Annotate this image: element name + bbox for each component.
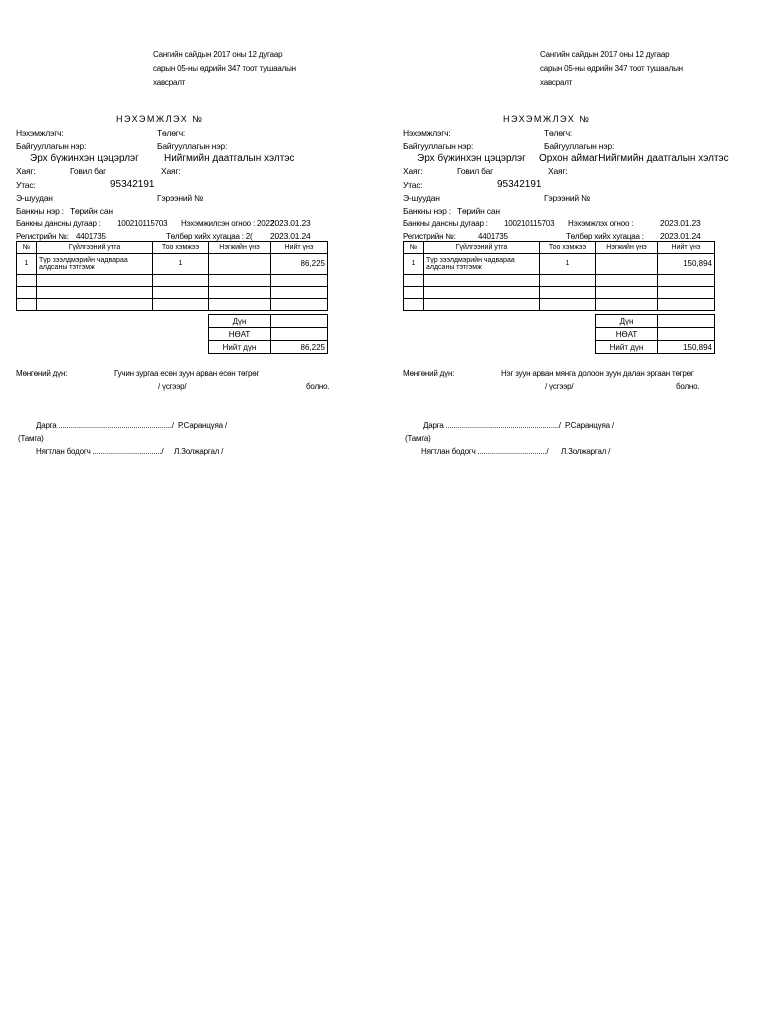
account-value: 100210115703 (117, 219, 168, 228)
payer-org-label: Байгууллагын нэр: (544, 141, 615, 151)
accountant-signature-line: Нягтлан бодогч ................................../ (36, 447, 164, 456)
vat-value (658, 328, 715, 341)
vat-row (596, 328, 715, 341)
items-table (403, 241, 715, 311)
sum-value (271, 315, 328, 328)
biller-org-label: Байгууллагын нэр: (403, 141, 474, 151)
phone-value: 95342191 (497, 179, 542, 190)
in-words-note: / үсгээр/ (545, 382, 574, 391)
sum-value (658, 315, 715, 328)
bank-name-label: Банкны нэр : (403, 206, 451, 216)
in-words-note: / үсгээр/ (158, 382, 187, 391)
contract-label: Гэрээний № (544, 193, 591, 203)
reg-label: Регистрийн №: (16, 232, 69, 241)
sum-row (596, 315, 715, 328)
decree-line-1: Сангийн сайдын 2017 оны 12 дугаар (153, 50, 283, 59)
reg-label: Регистрийн №: (403, 232, 456, 241)
biller-org-label: Байгууллагын нэр: (16, 141, 87, 151)
stamp-label: (Тамга) (18, 434, 44, 443)
items-header-row (17, 242, 328, 254)
col-unit-price: Нэгжийн үнэ (209, 242, 271, 254)
vat-label: НӨАТ (596, 328, 658, 341)
contract-label: Гэрээний № (157, 193, 204, 203)
row-no: 1 (404, 254, 424, 275)
bank-name-value: Төрийн сан (70, 206, 113, 216)
due-value: 2023.01.24 (270, 231, 311, 241)
invoice-title: НЭХЭМЖЛЭХ № (116, 114, 204, 124)
due-value: 2023.01.24 (660, 231, 701, 241)
stamp-label: (Тамга) (405, 434, 431, 443)
invoice-left (16, 0, 346, 470)
biller-address-label: Хаяг: (16, 166, 36, 176)
row-qty: 1 (540, 254, 596, 275)
biller-name: Эрх бүжинхэн цэцэрлэг (30, 153, 139, 164)
row-no: 1 (17, 254, 37, 275)
grand-label: Нийт дүн (596, 341, 658, 354)
phone-label: Утас: (403, 180, 423, 190)
row-unit-price (209, 254, 271, 275)
row-total: 150,894 (658, 254, 715, 275)
biller-label: Нэхэмжлэгч: (403, 128, 451, 138)
amount-in-words: Гучин зургаа есөн зуун арван есөн төгрөг (114, 369, 260, 378)
account-value: 100210115703 (504, 219, 555, 228)
table-row (17, 254, 328, 275)
col-total: Нийт үнэ (658, 242, 715, 254)
sum-label: Дүн (596, 315, 658, 328)
decree-line-3: хавсралт (540, 78, 573, 87)
col-qty: Тоо хэмжээ (153, 242, 209, 254)
payer-org-label: Байгууллагын нэр: (157, 141, 228, 151)
col-no: № (17, 242, 37, 254)
invoice-date-value: 2023.01.23 (660, 218, 701, 228)
row-unit-price (596, 254, 658, 275)
payer-label: Төлөгч: (157, 128, 186, 138)
table-row-empty (404, 287, 715, 299)
items-table (16, 241, 328, 311)
director-name: Р.Саранцүяа / (565, 421, 614, 430)
email-label: Э-шуудан (403, 193, 440, 203)
row-desc: Түр зээлдмэрийн чадвараа алдсаны тэтгэмж (424, 254, 540, 275)
grand-row (596, 341, 715, 354)
table-row-empty (17, 275, 328, 287)
phone-label: Утас: (16, 180, 36, 190)
row-total: 86,225 (271, 254, 328, 275)
biller-address-value: Говил баг (70, 166, 107, 176)
table-row-empty (17, 299, 328, 311)
grand-row (209, 341, 328, 354)
bank-name-value: Төрийн сан (457, 206, 500, 216)
sum-label: Дүн (209, 315, 271, 328)
biller-address-value: Говил баг (457, 166, 494, 176)
col-qty: Тоо хэмжээ (540, 242, 596, 254)
invoice-date-label: Нэхэмжилсэн огноо : 2022 (181, 219, 275, 228)
items-header-row (404, 242, 715, 254)
table-row (404, 254, 715, 275)
vat-row (209, 328, 328, 341)
due-label: Төлбөр хийх хугацаа : (566, 232, 644, 241)
payer-name: Орхон аймагНийгмийн даатгалын хэлтэс (539, 153, 729, 164)
vat-value (271, 328, 328, 341)
reg-value: 4401735 (478, 232, 508, 241)
accountant-signature-line: Нягтлан бодогч ................................../ (421, 447, 549, 456)
payer-address-label: Хаяг: (161, 166, 181, 176)
bank-name-label: Банкны нэр : (16, 206, 64, 216)
invoice-date-label: Нэхэмжлэх огноо : (568, 219, 634, 228)
col-desc: Гүйлгээний утга (424, 242, 540, 254)
words-label: Мөнгөний дүн: (403, 369, 455, 378)
decree-line-3: хавсралт (153, 78, 186, 87)
invoice-title: НЭХЭМЖЛЭХ № (503, 114, 591, 124)
words-end: болно. (676, 382, 700, 391)
totals-table (208, 314, 328, 354)
payer-label: Төлөгч: (544, 128, 573, 138)
payer-name: Нийгмийн даатгалын хэлтэс (164, 153, 295, 164)
sum-row (209, 315, 328, 328)
decree-line-1: Сангийн сайдын 2017 оны 12 дугаар (540, 50, 670, 59)
decree-line-2: сарын 05-ны өдрийн 347 тоот тушаалын (153, 64, 296, 73)
director-signature-line: Дарга ......................................................../ (423, 421, 561, 430)
grand-value: 86,225 (271, 341, 328, 354)
biller-label: Нэхэмжлэгч: (16, 128, 64, 138)
accountant-name: Л.Золжаргал / (561, 447, 611, 456)
biller-address-label: Хаяг: (403, 166, 423, 176)
col-unit-price: Нэгжийн үнэ (596, 242, 658, 254)
words-end: болно. (306, 382, 330, 391)
email-label: Э-шуудан (16, 193, 53, 203)
account-label: Банкны дансны дугаар : (403, 219, 488, 228)
reg-value: 4401735 (76, 232, 106, 241)
row-qty: 1 (153, 254, 209, 275)
biller-name: Эрх бүжинхэн цэцэрлэг (417, 153, 526, 164)
table-row-empty (17, 287, 328, 299)
grand-label: Нийт дүн (209, 341, 271, 354)
totals-table (595, 314, 715, 354)
account-label: Банкны дансны дугаар : (16, 219, 101, 228)
grand-value: 150,894 (658, 341, 715, 354)
col-total: Нийт үнэ (271, 242, 328, 254)
invoice-right (403, 0, 733, 470)
amount-in-words: Нэг зуун арван мянга долоон зуун далан эргаан төгрөг (501, 369, 694, 378)
vat-label: НӨАТ (209, 328, 271, 341)
director-signature-line: Дарга ......................................................../ (36, 421, 174, 430)
col-desc: Гүйлгээний утга (37, 242, 153, 254)
words-label: Мөнгөний дүн: (16, 369, 68, 378)
director-name: Р.Саранцүяа / (178, 421, 227, 430)
due-label: Төлбөр хийх хугацаа : 2( (166, 232, 253, 241)
payer-address-label: Хаяг: (548, 166, 568, 176)
decree-line-2: сарын 05-ны өдрийн 347 тоот тушаалын (540, 64, 683, 73)
col-no: № (404, 242, 424, 254)
table-row-empty (404, 275, 715, 287)
invoice-date-value: 2023.01.23 (270, 218, 311, 228)
table-row-empty (404, 299, 715, 311)
accountant-name: Л.Золжаргал / (174, 447, 224, 456)
row-desc: Түр зээлдмэрийн чадвараа алдсаны тэтгэмж (37, 254, 153, 275)
phone-value: 95342191 (110, 179, 155, 190)
